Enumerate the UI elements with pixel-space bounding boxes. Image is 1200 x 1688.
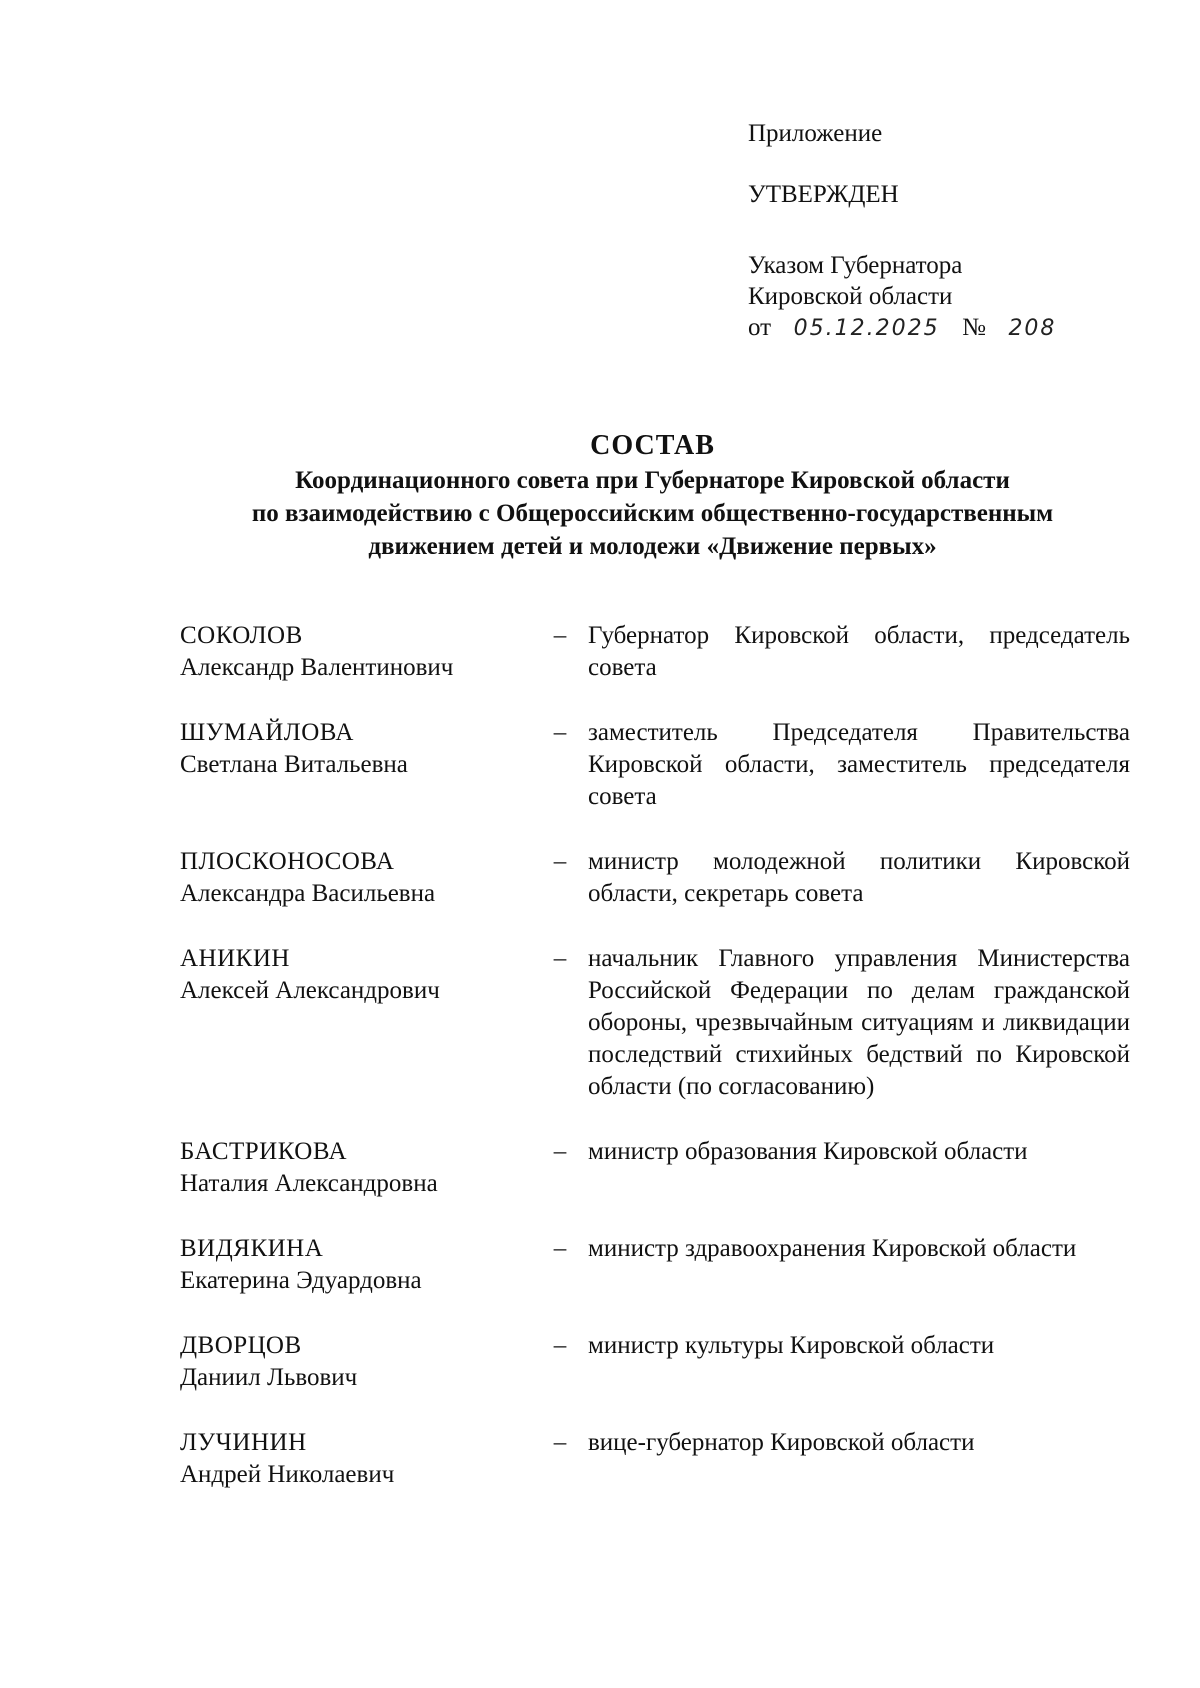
member-role: заместитель Председателя Правительства Кировской области, заместитель председателя совета bbox=[588, 719, 1130, 810]
member-role: министр культуры Кировской области bbox=[588, 1332, 995, 1359]
title-line-1: Координационного совета при Губернаторе Кировской области bbox=[295, 467, 1010, 494]
member-name: Александр Валентинович bbox=[180, 654, 454, 681]
list-item bbox=[180, 846, 1130, 910]
member-dash: – bbox=[553, 945, 567, 972]
member-dash: – bbox=[553, 622, 567, 649]
decree-date: 05.12.2025 bbox=[793, 316, 940, 341]
member-name: Даниил Львович bbox=[180, 1364, 358, 1391]
member-surname: ПЛОСКОНОСОВА bbox=[180, 848, 395, 875]
decree-number: 208 bbox=[1008, 316, 1057, 341]
member-names bbox=[180, 1233, 532, 1297]
title-line-2: по взаимодействию с Общероссийским общественно-государственным bbox=[251, 500, 1054, 527]
council-members-list bbox=[180, 620, 1130, 1524]
appendix-label: Приложение bbox=[748, 120, 883, 147]
document-title-block bbox=[120, 428, 1185, 563]
approved-label: УТВЕРЖДЕН bbox=[748, 181, 899, 208]
member-surname: БАСТРИКОВА bbox=[180, 1138, 347, 1165]
member-name: Андрей Николаевич bbox=[180, 1461, 395, 1488]
list-item bbox=[180, 1136, 1130, 1200]
decree-line-1: Указом Губернатора bbox=[748, 252, 963, 279]
member-surname: ЛУЧИНИН bbox=[180, 1429, 307, 1456]
member-name: Светлана Витальевна bbox=[180, 751, 408, 778]
member-role: Губернатор Кировской области, председатель совета bbox=[588, 622, 1130, 681]
member-name: Алексей Александрович bbox=[180, 977, 440, 1004]
member-dash: – bbox=[553, 1429, 567, 1456]
member-surname: СОКОЛОВ bbox=[180, 622, 303, 649]
list-item bbox=[180, 1233, 1130, 1297]
list-item bbox=[180, 1330, 1130, 1394]
member-dash: – bbox=[553, 719, 567, 746]
member-surname: АНИКИН bbox=[180, 945, 290, 972]
list-item bbox=[180, 620, 1130, 684]
member-role: министр здравоохранения Кировской области bbox=[588, 1235, 1077, 1262]
list-item bbox=[180, 1427, 1130, 1491]
member-role: начальник Главного управления Министерства Российской Федерации по делам гражданской обороны, чрезвычайным ситуациям и ликвидации последствий стихийных бедствий по Кировской области (по согласованию) bbox=[588, 945, 1130, 1100]
member-names bbox=[180, 943, 532, 1103]
member-name: Наталия Александровна bbox=[180, 1170, 438, 1197]
member-names bbox=[180, 717, 532, 813]
member-dash: – bbox=[553, 1235, 567, 1262]
list-item bbox=[180, 943, 1130, 1103]
member-dash: – bbox=[553, 1138, 567, 1165]
member-names bbox=[180, 620, 532, 684]
member-role: вице-губернатор Кировской области bbox=[588, 1429, 975, 1456]
member-surname: ШУМАЙЛОВА bbox=[180, 719, 354, 746]
member-name: Екатерина Эдуардовна bbox=[180, 1267, 422, 1294]
member-dash: – bbox=[553, 1332, 567, 1359]
member-names bbox=[180, 846, 532, 910]
member-names bbox=[180, 1427, 532, 1491]
member-names bbox=[180, 1330, 532, 1394]
member-dash: – bbox=[553, 848, 567, 875]
number-sign: № bbox=[962, 314, 986, 341]
title-line-3: движением детей и молодежи «Движение первых» bbox=[368, 533, 937, 560]
member-names bbox=[180, 1136, 532, 1200]
member-surname: ВИДЯКИНА bbox=[180, 1235, 324, 1262]
member-surname: ДВОРЦОВ bbox=[180, 1332, 302, 1359]
page-title: СОСТАВ bbox=[590, 430, 715, 461]
date-prefix: от bbox=[748, 314, 772, 341]
member-role: министр образования Кировской области bbox=[588, 1138, 1028, 1165]
list-item bbox=[180, 717, 1130, 813]
member-role: министр молодежной политики Кировской области, секретарь совета bbox=[588, 848, 1130, 907]
approval-stamp-block bbox=[748, 118, 1168, 344]
decree-line-2: Кировской области bbox=[748, 283, 953, 310]
member-name: Александра Васильевна bbox=[180, 880, 436, 907]
decree-date-line bbox=[748, 312, 1168, 344]
